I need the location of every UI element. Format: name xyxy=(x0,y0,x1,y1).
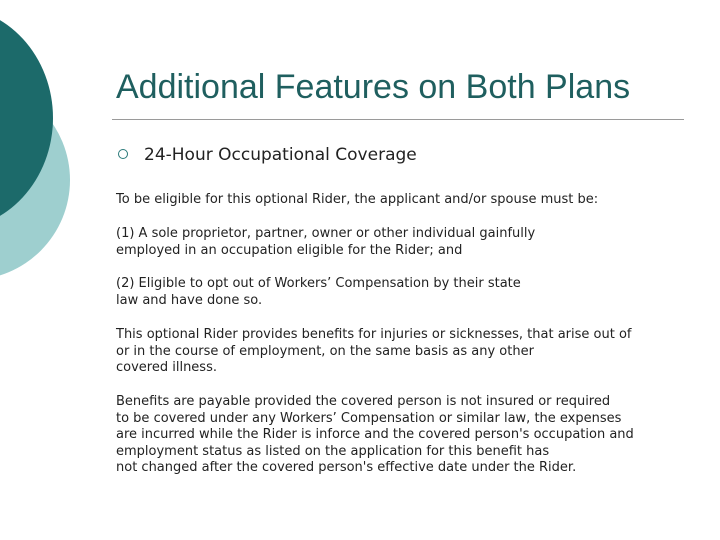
hollow-circle-bullet-icon xyxy=(118,149,128,159)
paragraph-rider-benefits: This optional Rider provides benefits for injuries or sicknesses, that arise out of or in the course of employment, on the same basis as any other covered illness. xyxy=(116,327,632,375)
paragraph-condition-2: (2) Eligible to opt out of Workers’ Compensation by their state law and have done so. xyxy=(116,276,521,308)
title-divider xyxy=(112,119,684,120)
paragraph-eligibility-intro: To be eligible for this optional Rider, the applicant and/or spouse must be: xyxy=(116,192,599,207)
paragraph-condition-1: (1) A sole proprietor, partner, owner or other individual gainfully employed in an occupation eligible for the Rider; and xyxy=(116,226,536,258)
slide-title: Additional Features on Both Plans xyxy=(116,68,631,106)
paragraph-payment-conditions: Benefits are payable provided the covered person is not insured or required to be covered under any Workers’ Compensation or similar law, the expenses are incurred while the Rider is inforce and the covered person's occupation and employment status as listed on the application for this benefit has not changed after the covered person's effective date under the Rider. xyxy=(116,394,634,475)
decorative-circles xyxy=(0,0,130,300)
section-heading: 24-Hour Occupational Coverage xyxy=(144,145,417,165)
